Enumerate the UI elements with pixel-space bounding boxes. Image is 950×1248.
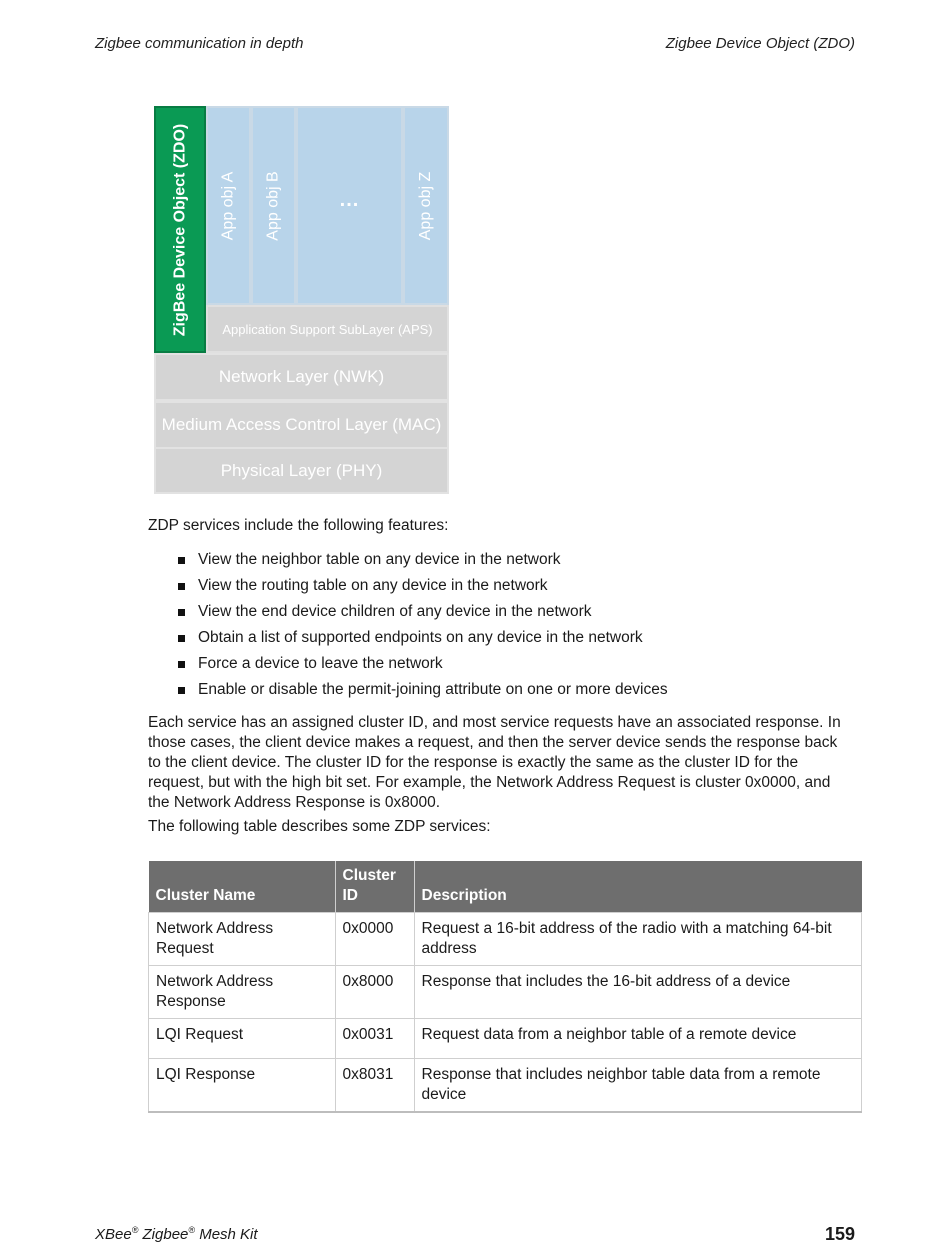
features-intro: ZDP services include the following features:: [148, 517, 449, 534]
cell-description: Request data from a neighbor table of a remote device: [414, 1019, 862, 1059]
zdo-block: [154, 106, 206, 353]
registered-mark: ®: [131, 1225, 139, 1235]
list-item: View the end device children of any device in the network: [148, 600, 668, 626]
list-item: Force a device to leave the network: [148, 652, 668, 678]
app-object-a-block: [206, 106, 251, 305]
aps-layer-label: Application Support SubLayer (APS): [222, 321, 433, 337]
header-cluster-id: Cluster ID: [335, 861, 414, 913]
app-object-z-label: App obj Z: [417, 171, 435, 240]
list-item: View the neighbor table on any device in the network: [148, 548, 668, 574]
app-object-b-block: [251, 106, 296, 305]
app-object-ellipsis: ...: [339, 189, 360, 211]
footer-document-title: [95, 1225, 258, 1243]
running-header-section: Zigbee communication in depth: [95, 35, 304, 52]
aps-layer-block: [206, 305, 449, 353]
cell-description: Response that includes neighbor table data from a remote device: [414, 1059, 862, 1113]
table-header-row: [149, 861, 862, 913]
app-object-a-label: App obj A: [219, 171, 237, 240]
table-row: [149, 1059, 862, 1113]
physical-layer-label: Physical Layer (PHY): [220, 460, 383, 480]
table-row: [149, 966, 862, 1019]
physical-layer-block: [154, 447, 449, 494]
list-item: View the routing table on any device in the network: [148, 574, 668, 600]
cell-description: Request a 16-bit address of the radio with a matching 64-bit address: [414, 913, 862, 966]
page-number: 159: [824, 1224, 855, 1244]
cell-cluster-id: 0x0031: [335, 1019, 414, 1059]
network-layer-block: [154, 353, 449, 401]
app-object-b-label: App obj B: [264, 170, 282, 241]
cell-cluster-name: Network Address Response: [149, 966, 336, 1019]
running-header-topic: Zigbee Device Object (ZDO): [665, 35, 855, 52]
zdp-services-table: [148, 861, 862, 1113]
cell-cluster-id: 0x0000: [335, 913, 414, 966]
table-row: [149, 1019, 862, 1059]
mac-layer-block: [154, 401, 449, 449]
mac-layer-label: Medium Access Control Layer (MAC): [161, 415, 442, 434]
cell-cluster-name: Network Address Request: [149, 913, 336, 966]
zigbee-stack-diagram: [154, 106, 449, 494]
cell-cluster-id: 0x8000: [335, 966, 414, 1019]
app-object-z-block: [403, 106, 449, 305]
cell-cluster-id: 0x8031: [335, 1059, 414, 1113]
app-object-ellipsis-block: [296, 106, 403, 305]
registered-mark: ®: [188, 1225, 196, 1235]
network-layer-label: Network Layer (NWK): [218, 367, 385, 386]
zdo-label: ZigBee Device Object (ZDO): [171, 123, 188, 336]
footer-title-zigbee: Zigbee: [138, 1226, 189, 1243]
cluster-id-paragraph: Each service has an assigned cluster ID, and most service requests have an associated response. In those cases, the client device makes a request, and then the server device sends the response back to the client device. The cluster ID for the response is exactly the same as the cluster ID for the request, but with the high bit set. For example, the Network Address Request is cluster 0x0000, and the Network Address Response is 0x8000.: [148, 714, 841, 811]
cell-cluster-name: LQI Response: [149, 1059, 336, 1113]
header-cluster-name: Cluster Name: [149, 861, 336, 913]
table-row: [149, 913, 862, 966]
header-description: Description: [414, 861, 862, 913]
feature-list: [148, 548, 668, 704]
cell-cluster-name: LQI Request: [149, 1019, 336, 1059]
cell-description: Response that includes the 16-bit address of a device: [414, 966, 862, 1019]
footer-title-xbee: XBee: [95, 1226, 132, 1243]
table-intro: The following table describes some ZDP services:: [148, 818, 491, 835]
list-item: Enable or disable the permit-joining attribute on one or more devices: [148, 678, 668, 704]
list-item: Obtain a list of supported endpoints on any device in the network: [148, 626, 668, 652]
footer-title-mesh-kit: Mesh Kit: [195, 1226, 258, 1243]
